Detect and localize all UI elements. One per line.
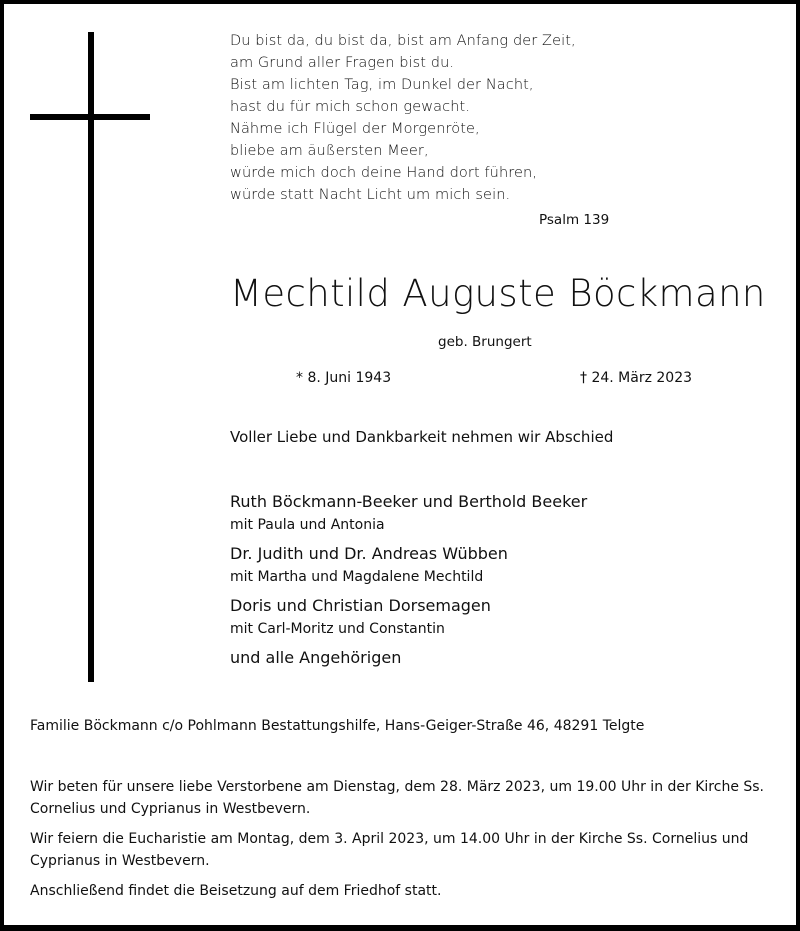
other-relatives: und alle Angehörigen — [230, 648, 402, 667]
mourner-children: mit Paula und Antonia — [230, 517, 385, 533]
mourners-list — [230, 490, 587, 670]
poem-line: am Grund aller Fragen bist du. — [230, 55, 455, 71]
psalm-poem — [230, 30, 576, 206]
poem-line: Du bist da, du bist da, bist am Anfang der Zeit, — [230, 33, 576, 49]
prayer-notice: Wir beten für unsere liebe Verstorbene am Dienstag, dem 28. März 2023, um 19.00 Uhr in der Kirche Ss. Cornelius und Cyprianus in Westbevern. — [30, 779, 765, 817]
death-date: † 24. März 2023 — [580, 370, 693, 386]
farewell-text: Voller Liebe und Dankbarkeit nehmen wir Abschied — [230, 428, 614, 446]
maiden-name: geb. Brungert — [438, 334, 532, 350]
poem-line: Bist am lichten Tag, im Dunkel der Nacht, — [230, 77, 534, 93]
mourner-name: Doris und Christian Dorsemagen — [230, 596, 491, 615]
poem-line: würde statt Nacht Licht um mich sein. — [230, 187, 511, 203]
mourner-children: mit Martha und Magdalene Mechtild — [230, 569, 484, 585]
mourner-name: Ruth Böckmann-Beeker und Berthold Beeker — [230, 492, 588, 511]
mourner-entry — [230, 594, 587, 640]
mourner-entry — [230, 542, 587, 588]
poem-line: bliebe am äußersten Meer, — [230, 143, 429, 159]
poem-line: würde mich doch deine Hand dort führen, — [230, 165, 538, 181]
poem-line: Nähme ich Flügel der Morgenröte, — [230, 121, 480, 137]
burial-notice: Anschließend findet die Beisetzung auf dem Friedhof statt. — [30, 883, 442, 899]
mourner-entry — [230, 490, 587, 536]
mourner-children: mit Carl-Moritz und Constantin — [230, 621, 445, 637]
contact-address: Familie Böckmann c/o Pohlmann Bestattungshilfe, Hans-Geiger-Straße 46, 48291 Telgte — [30, 718, 645, 734]
cross-icon-bar — [30, 114, 150, 120]
obituary-notice — [4, 4, 796, 925]
poem-line: hast du für mich schon gewacht. — [230, 99, 471, 115]
service-notices — [30, 776, 778, 910]
psalm-source: Psalm 139 — [539, 212, 610, 228]
mourner-name: Dr. Judith und Dr. Andreas Wübben — [230, 544, 508, 563]
cross-icon — [88, 32, 94, 682]
eucharist-notice: Wir feiern die Eucharistie am Montag, dem 3. April 2023, um 14.00 Uhr in der Kirche Ss. Cornelius und Cyprianus in Westbevern. — [30, 831, 749, 869]
deceased-name: Mechtild Auguste Böckmann — [230, 272, 766, 315]
birth-date: * 8. Juni 1943 — [296, 370, 392, 386]
